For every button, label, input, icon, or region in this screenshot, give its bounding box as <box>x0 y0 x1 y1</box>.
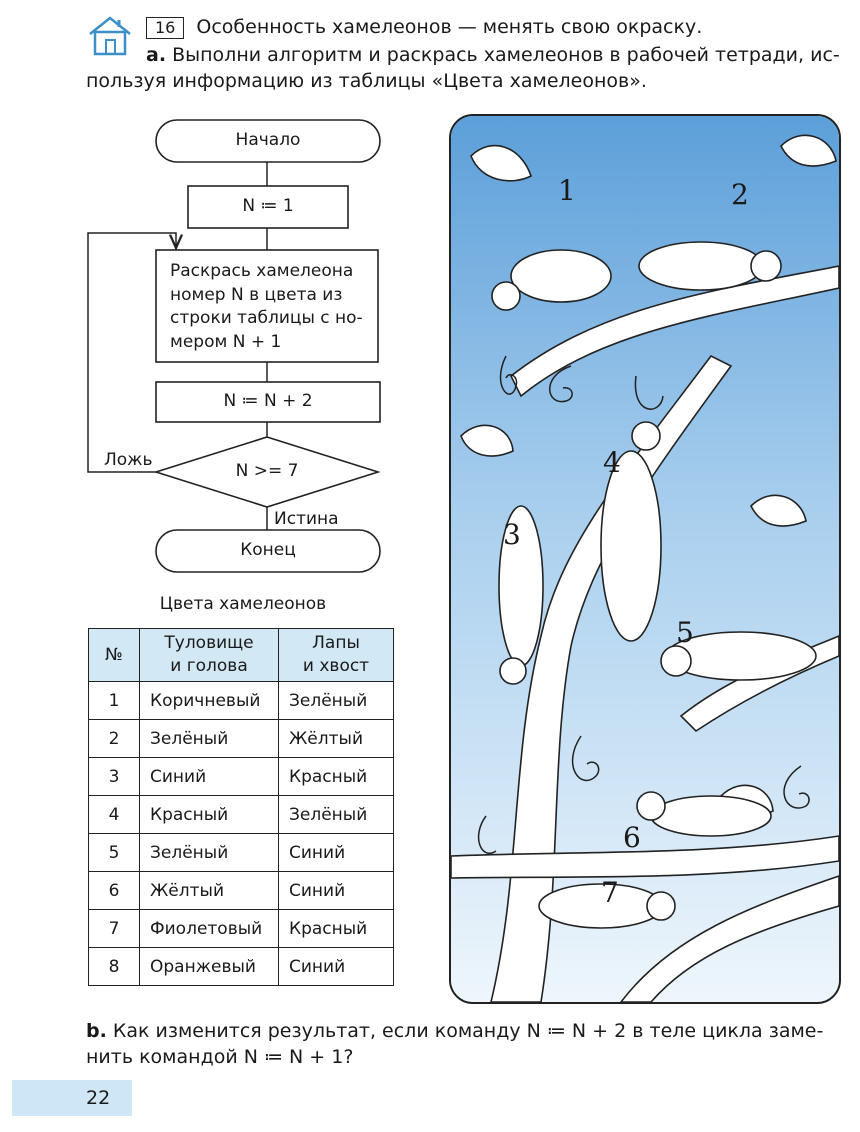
body-line: мером N + 1 <box>170 331 282 352</box>
part-a-text-2: пользуя информацию из таблицы «Цвета хамелеонов». <box>86 70 647 92</box>
cell-legs: Синий <box>279 872 394 910</box>
header-body-line: Туловище <box>164 633 254 653</box>
table-header-row <box>89 629 394 682</box>
body-line: номер N в цвета из <box>170 284 343 305</box>
table-caption: Цвета хамелеонов <box>159 594 327 614</box>
table-row <box>89 758 394 796</box>
table-row <box>89 948 394 986</box>
chameleon-label-1: 1 <box>558 174 576 207</box>
header-legs <box>279 629 394 682</box>
cell-num: 2 <box>89 720 140 758</box>
part-b-text-1: Как изменится результат, если команду N ≔ N + 2 в теле цикла заме- <box>112 1020 824 1042</box>
header-legs-line: Лапы <box>312 633 360 653</box>
end-label: Конец <box>240 540 296 560</box>
jungle-drawing <box>451 116 839 1002</box>
body-line: Раскрась хамелеона <box>170 261 354 281</box>
cell-legs: Синий <box>279 834 394 872</box>
cell-num: 6 <box>89 872 140 910</box>
chameleon-illustration <box>449 114 841 1004</box>
header-legs-line: и хвост <box>302 656 370 676</box>
part-a-text-1: Выполни алгоритм и раскрась хамелеонов в рабочей тетради, ис- <box>172 44 840 66</box>
cell-legs: Красный <box>279 758 394 796</box>
page-number: 22 <box>86 1087 111 1109</box>
start-label: Начало <box>235 130 301 150</box>
part-b-label: b. <box>86 1020 107 1042</box>
task-number: 16 <box>146 17 184 39</box>
cell-num: 1 <box>89 682 140 720</box>
false-label: Ложь <box>104 450 153 470</box>
init-label: N ≔ 1 <box>242 196 294 216</box>
header-body <box>140 629 279 682</box>
table-row <box>89 872 394 910</box>
cell-num: 8 <box>89 948 140 986</box>
chameleon-label-4: 4 <box>603 446 621 479</box>
part-a-label: a. <box>146 44 167 66</box>
task-intro: Особенность хамелеонов — менять свою окраску. <box>196 16 703 38</box>
cell-body: Жёлтый <box>140 872 279 910</box>
table-row <box>89 796 394 834</box>
cell-num: 4 <box>89 796 140 834</box>
cell-legs: Красный <box>279 910 394 948</box>
cell-num: 7 <box>89 910 140 948</box>
cell-body: Фиолетовый <box>140 910 279 948</box>
body-text <box>170 260 363 354</box>
colors-table <box>88 628 394 986</box>
cell-body: Коричневый <box>140 682 279 720</box>
cell-legs: Синий <box>279 948 394 986</box>
table-row <box>89 910 394 948</box>
chameleon-label-3: 3 <box>503 518 521 551</box>
body-line: строки таблицы с но- <box>170 308 363 328</box>
cell-body: Синий <box>140 758 279 796</box>
true-label: Истина <box>274 509 339 529</box>
cell-legs: Зелёный <box>279 682 394 720</box>
cell-body: Зелёный <box>140 834 279 872</box>
chameleon-label-5: 5 <box>676 616 694 649</box>
table-row <box>89 682 394 720</box>
cell-num: 5 <box>89 834 140 872</box>
cell-num: 3 <box>89 758 140 796</box>
table-row <box>89 834 394 872</box>
table-row <box>89 720 394 758</box>
chameleon-label-2: 2 <box>731 178 749 211</box>
page-number-box <box>12 1080 132 1116</box>
header-num: № <box>89 629 140 682</box>
cell-legs: Зелёный <box>279 796 394 834</box>
cell-body: Красный <box>140 796 279 834</box>
condition-label: N >= 7 <box>235 461 299 481</box>
part-b-text-2: нить командой N ≔ N + 1? <box>86 1046 354 1068</box>
chameleon-label-6: 6 <box>623 821 641 854</box>
cell-body: Зелёный <box>140 720 279 758</box>
chameleon-label-7: 7 <box>601 876 619 909</box>
cell-legs: Жёлтый <box>279 720 394 758</box>
cell-body: Оранжевый <box>140 948 279 986</box>
header-body-line: и голова <box>170 656 248 676</box>
step-label: N ≔ N + 2 <box>223 391 313 411</box>
